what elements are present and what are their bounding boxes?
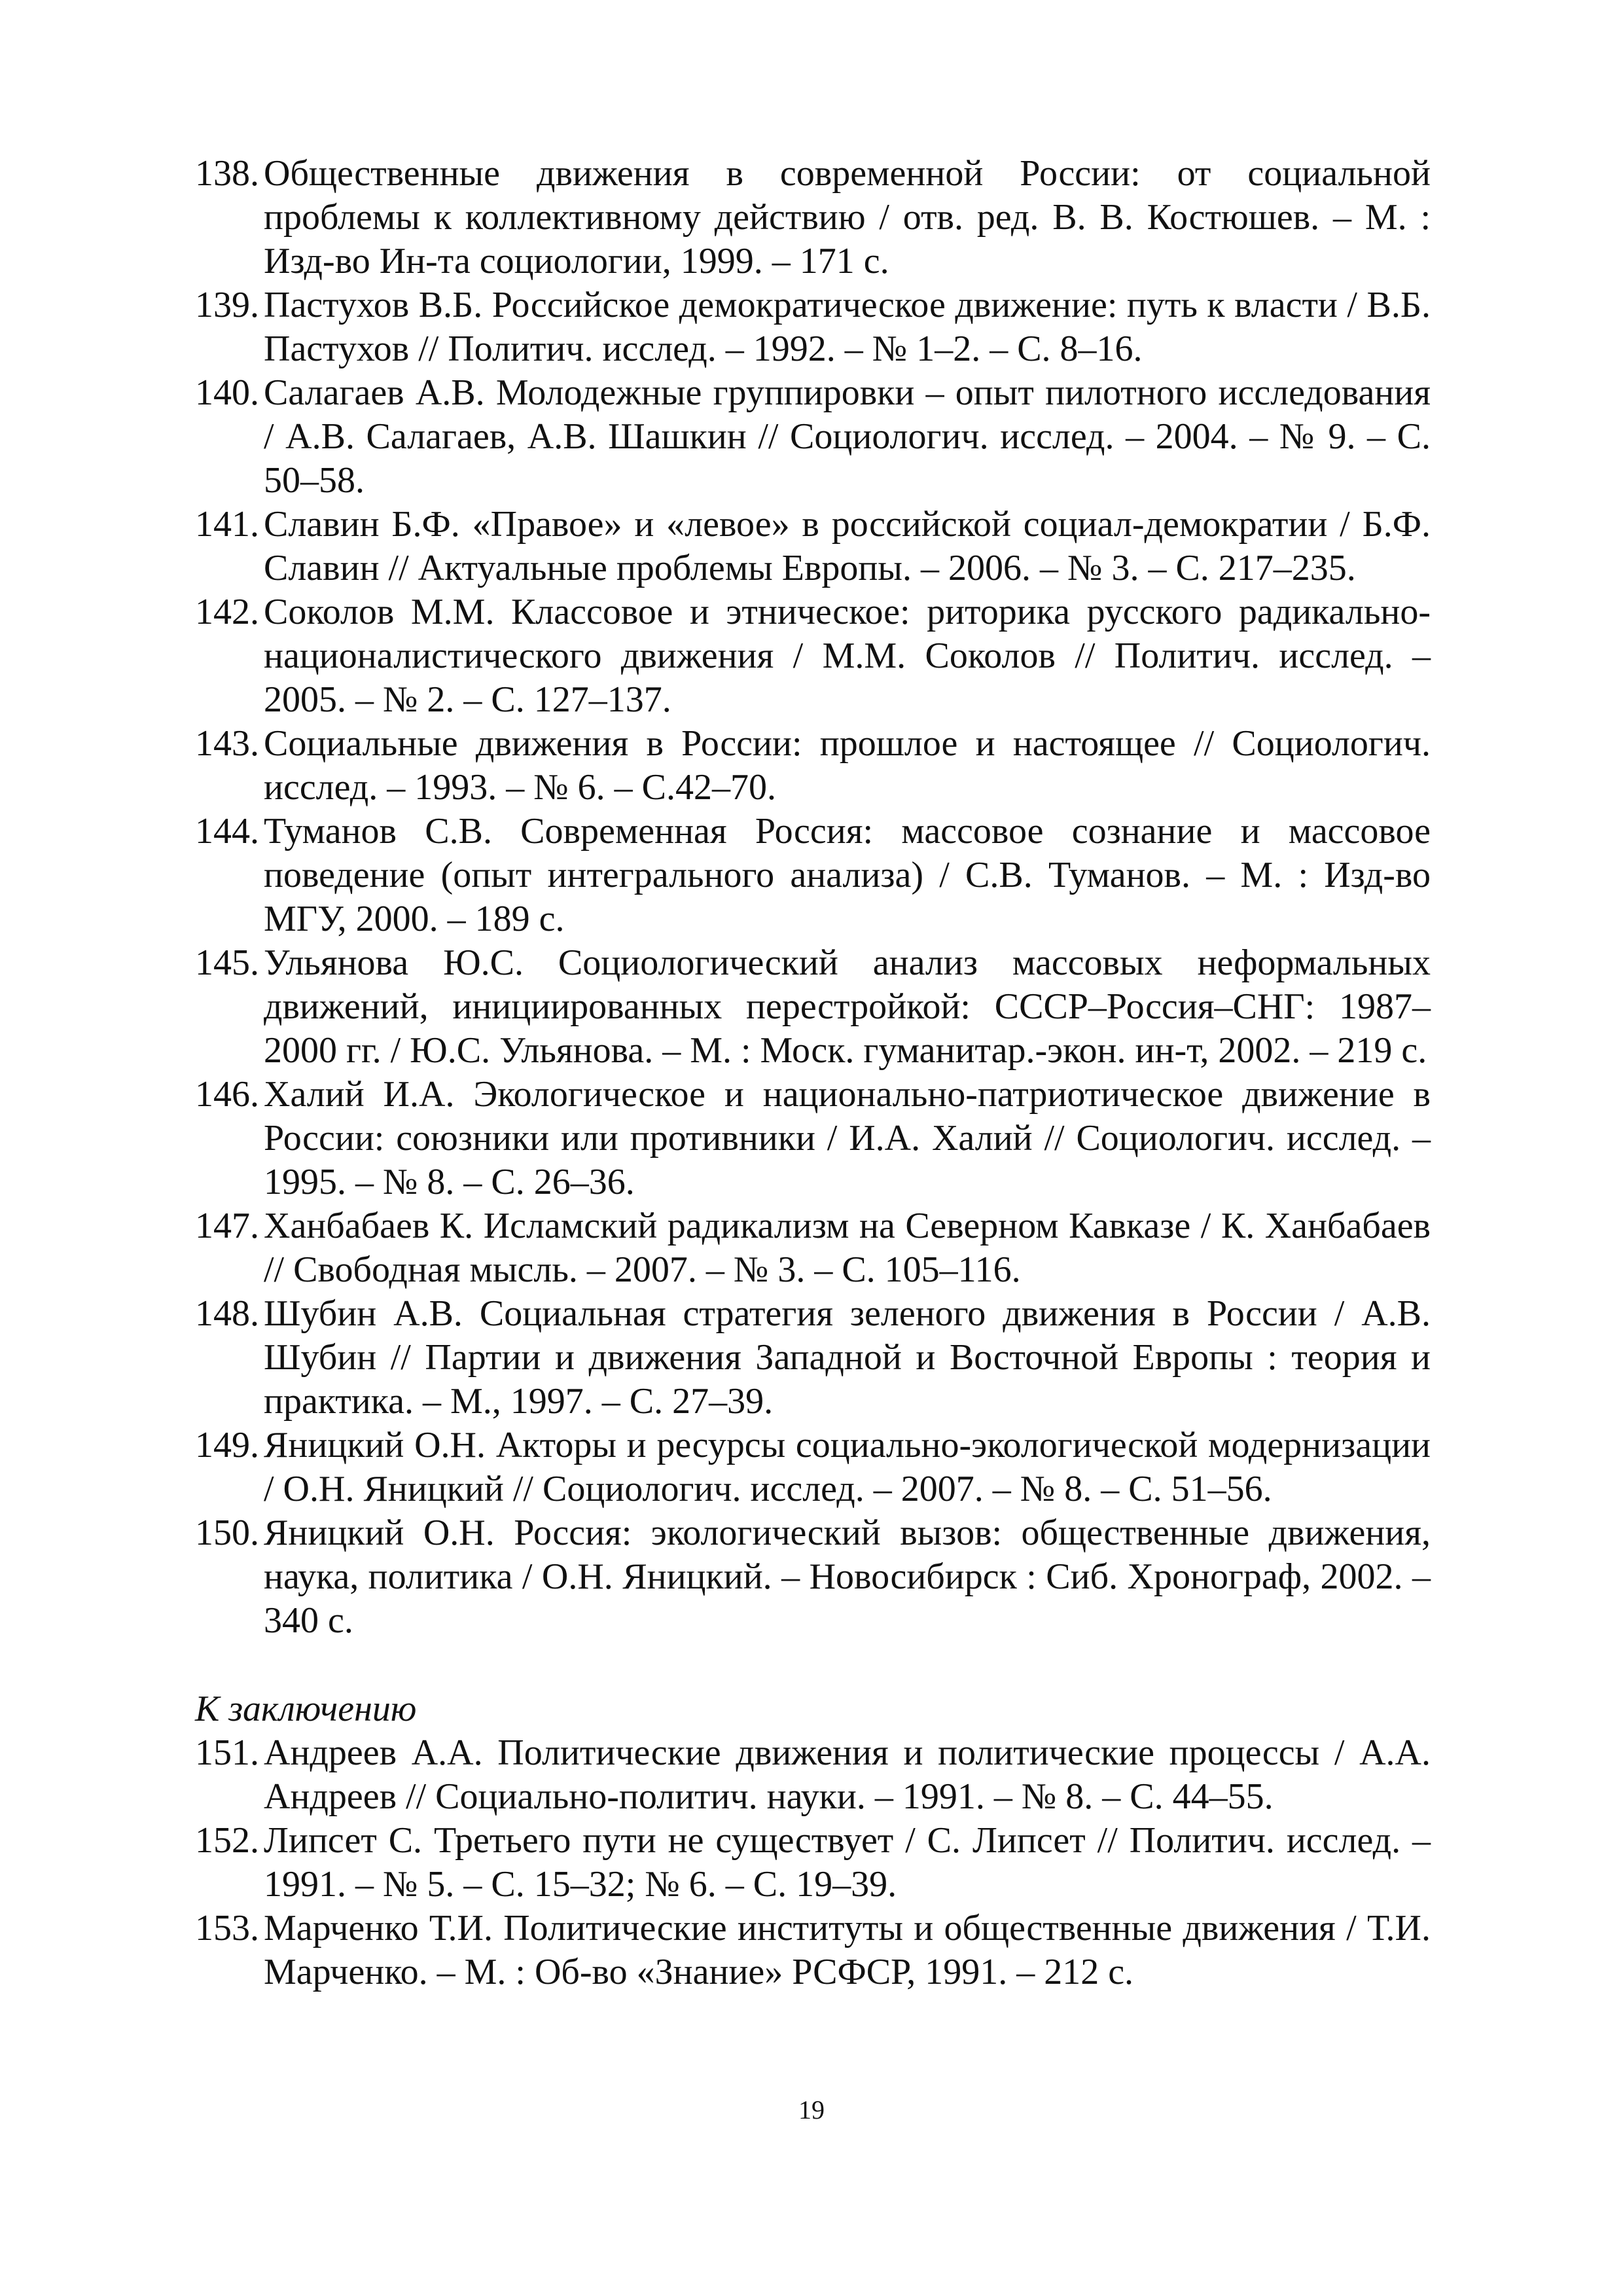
entry-text: Липсет С. Третьего пути не существует / С. Липсет // Политич. исслед. – 1991. – № 5. – С. 15–32; № 6. – С. 19–39. xyxy=(264,1820,1431,1905)
bib-entry xyxy=(195,1204,1431,1292)
entry-text: Общественные движения в современной России: от социальной проблемы к коллективному действию / отв. ред. В. В. Костюшев. – М. : Изд-во Ин-та социологии, 1999. – 171 с. xyxy=(264,153,1431,281)
bib-entry xyxy=(195,1731,1431,1819)
bib-entry xyxy=(195,503,1431,590)
entry-number: 151. xyxy=(195,1732,259,1773)
entry-text: Социальные движения в России: прошлое и настоящее // Социологич. исслед. – 1993. – № 6. – С.42–70. xyxy=(264,723,1431,808)
entry-number: 146. xyxy=(195,1074,259,1115)
section-heading: К заключению xyxy=(195,1689,417,1729)
entry-number: 143. xyxy=(195,723,259,764)
entry-text: Ульянова Ю.С. Социологический анализ массовых неформальных движений, инициированных перестройкой: СССР–Россия–СНГ: 1987–2000 гг. / Ю.С. Ульянова. – М. : Моск. гуманитар.-экон. ин-т, 2002. – 219 с. xyxy=(264,942,1431,1071)
entry-text: Салагаев А.В. Молодежные группировки – опыт пилотного исследования / А.В. Салагаев, А.В. Шашкин // Социологич. исслед. – 2004. – № 9. – С. 50–58. xyxy=(264,372,1431,501)
entry-text: Туманов С.В. Современная Россия: массовое сознание и массовое поведение (опыт интегрального анализа) / С.В. Туманов. – М. : Изд-во МГУ, 2000. – 189 с. xyxy=(264,811,1431,939)
bib-entry xyxy=(195,371,1431,503)
entry-number: 141. xyxy=(195,504,259,545)
entry-number: 139. xyxy=(195,285,259,325)
bib-entry xyxy=(195,1819,1431,1907)
bibliography xyxy=(195,152,1431,1994)
bib-entry xyxy=(195,152,1431,283)
entry-number: 149. xyxy=(195,1425,259,1465)
entry-text: Марченко Т.И. Политические институты и общественные движения / Т.И. Марченко. – М. : Об-во «Знание» РСФСР, 1991. – 212 с. xyxy=(264,1908,1431,1992)
entry-number: 145. xyxy=(195,942,259,983)
bib-entry xyxy=(195,722,1431,810)
entry-number: 144. xyxy=(195,811,259,852)
page-number: 19 xyxy=(798,2095,825,2125)
bib-entry xyxy=(195,1073,1431,1204)
entry-text: Яницкий О.Н. Акторы и ресурсы социально-экологической модернизации / О.Н. Яницкий // Социологич. исслед. – 2007. – № 8. – С. 51–56. xyxy=(264,1425,1431,1509)
entry-number: 140. xyxy=(195,372,259,413)
bib-entry xyxy=(195,1907,1431,1994)
entry-number: 152. xyxy=(195,1820,259,1861)
entry-text: Ханбабаев К. Исламский радикализм на Северном Кавказе / К. Ханбабаев // Свободная мысль. – 2007. – № 3. – С. 105–116. xyxy=(264,1206,1431,1290)
entry-text: Халий И.А. Экологическое и национально-патриотическое движение в России: союзники или противники / И.А. Халий // Социологич. исслед. – 1995. – № 8. – С. 26–36. xyxy=(264,1074,1431,1202)
entry-number: 150. xyxy=(195,1513,259,1553)
entry-text: Соколов М.М. Классовое и этническое: риторика русского радикально-националистического движения / М.М. Соколов // Политич. исслед. – 2005. – № 2. – С. 127–137. xyxy=(264,592,1431,720)
entry-number: 138. xyxy=(195,153,259,194)
entry-number: 147. xyxy=(195,1206,259,1246)
bibliography-list-conclusion xyxy=(195,1731,1431,1994)
entry-text: Яницкий О.Н. Россия: экологический вызов: общественные движения, наука, политика / О.Н. Яницкий. – Новосибирск : Сиб. Хронограф, 2002. – 340 с. xyxy=(264,1513,1431,1641)
entry-number: 153. xyxy=(195,1908,259,1948)
bib-entry xyxy=(195,1292,1431,1424)
bib-entry xyxy=(195,1424,1431,1511)
entry-text: Шубин А.В. Социальная стратегия зеленого движения в России / А.В. Шубин // Партии и движения Западной и Восточной Европы : теория и практика. – М., 1997. – С. 27–39. xyxy=(264,1293,1431,1422)
bib-entry xyxy=(195,590,1431,722)
bibliography-list xyxy=(195,152,1431,1643)
entry-number: 142. xyxy=(195,592,259,632)
entry-text: Пастухов В.Б. Российское демократическое движение: путь к власти / В.Б. Пастухов // Политич. исслед. – 1992. – № 1–2. – С. 8–16. xyxy=(264,285,1431,369)
entry-number: 148. xyxy=(195,1293,259,1334)
bib-entry xyxy=(195,941,1431,1073)
bib-entry xyxy=(195,1511,1431,1643)
entry-text: Андреев А.А. Политические движения и политические процессы / А.А. Андреев // Социально-политич. науки. – 1991. – № 8. – С. 44–55. xyxy=(264,1732,1431,1817)
entry-text: Славин Б.Ф. «Правое» и «левое» в российской социал-демократии / Б.Ф. Славин // Актуальные проблемы Европы. – 2006. – № 3. – С. 217–235. xyxy=(264,504,1431,588)
bib-entry xyxy=(195,810,1431,941)
bib-entry xyxy=(195,283,1431,371)
